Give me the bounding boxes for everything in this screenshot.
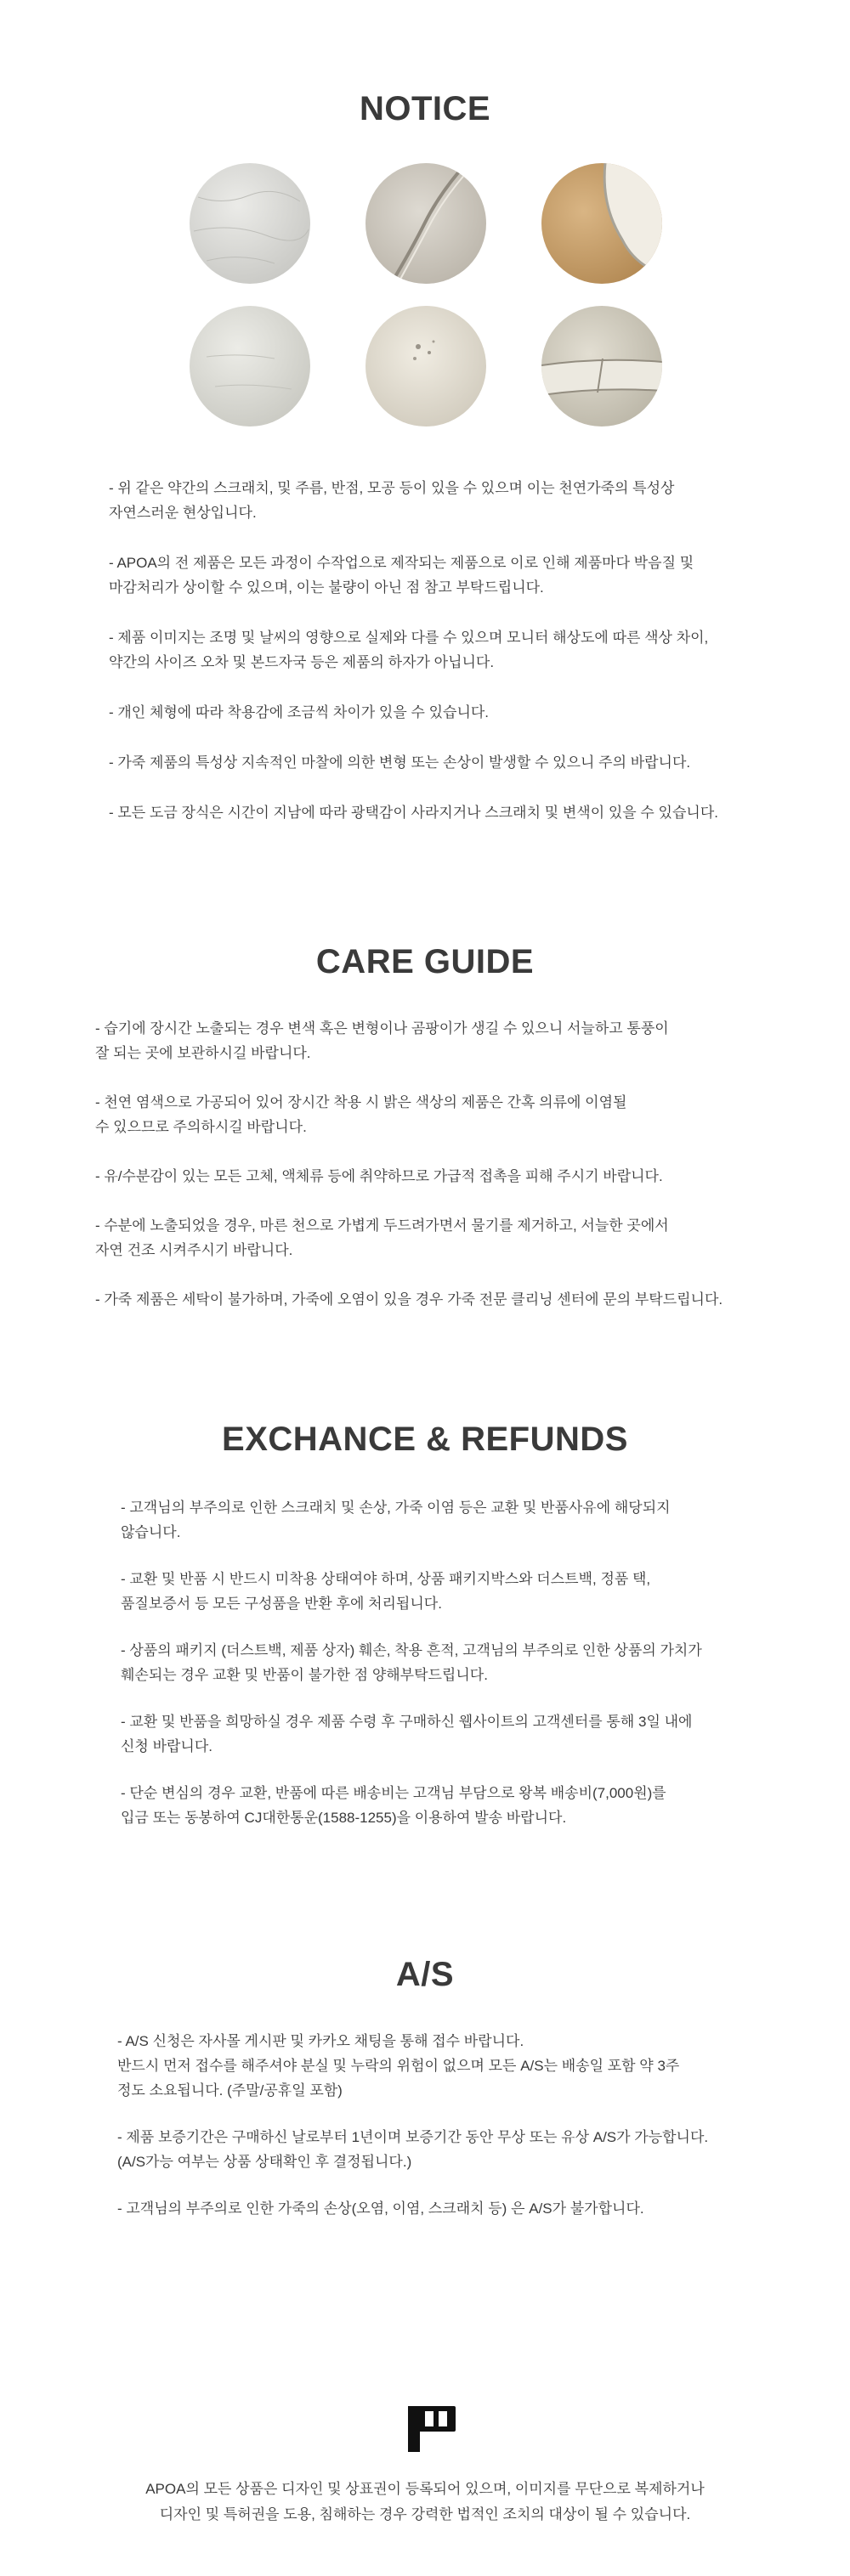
notice-item: - 가죽 제품의 특성상 지속적인 마찰에 의한 변형 또는 손상이 발생할 수 있으니 주의 바랍니다. bbox=[109, 754, 691, 771]
care-item: - 가죽 제품은 세탁이 불가하며, 가죽에 오염이 있을 경우 가죽 전문 클리닝 센터에 문의 부탁드립니다. bbox=[95, 1291, 723, 1308]
exchange-item: - 교환 및 반품 시 반드시 미착용 상태여야 하며, 상품 패키지박스와 더스트백, 정품 택, 품질보증서 등 모든 구성품을 반환 후에 처리됩니다. bbox=[121, 1571, 651, 1612]
as-list bbox=[117, 2029, 814, 2221]
exchange-refunds-title: EXCHANCE & REFUNDS bbox=[222, 1421, 628, 1458]
apoa-logo-icon bbox=[408, 2406, 456, 2452]
tan-leather-swatch bbox=[541, 163, 662, 284]
care-item: - 습기에 장시간 노출되는 경우 변색 혹은 변형이나 곰팡이가 생길 수 있으니 서늘하고 통풍이 잘 되는 곳에 보관하시길 바랍니다. bbox=[95, 1020, 669, 1061]
exchange-refunds-list bbox=[121, 1495, 801, 1830]
wrinkle-leather-swatch bbox=[366, 163, 486, 284]
exchange-item: - 단순 변심의 경우 교환, 반품에 따른 배송비는 고객님 부담으로 왕복 배송비(7,000원)를 입금 또는 동봉하여 CJ대한통운(1588-1255)을 이용하여 발송 바랍니다. bbox=[121, 1785, 666, 1826]
exchange-item: - 교환 및 반품을 희망하실 경우 제품 수령 후 구매하신 웹사이트의 고객센터를 통해 3일 내에 신청 바랍니다. bbox=[121, 1714, 693, 1754]
notice-item: - APOA의 전 제품은 모든 과정이 수작업으로 제작되는 제품으로 이로 인해 제품마다 박음질 및 마감처리가 상이할 수 있으며, 이는 불량이 아닌 점 참고 부탁드립니다. bbox=[109, 555, 694, 596]
notice-item: - 위 같은 약간의 스크래치, 및 주름, 반점, 모공 등이 있을 수 있으며 이는 천연가죽의 특성상 자연스러운 현상입니다. bbox=[109, 480, 675, 521]
notice-item: - 모든 도금 장식은 시간이 지남에 따라 광택감이 사라지거나 스크래치 및 변색이 있을 수 있습니다. bbox=[109, 805, 718, 821]
exchange-item: - 고객님의 부주의로 인한 스크래치 및 손상, 가죽 이염 등은 교환 및 반품사유에 해당되지 않습니다. bbox=[121, 1500, 671, 1540]
edge-finish-swatch bbox=[541, 306, 662, 427]
notice-list bbox=[109, 476, 789, 825]
care-guide-title: CARE GUIDE bbox=[315, 943, 535, 980]
notice-item: - 개인 체형에 따라 착용감에 조금씩 차이가 있을 수 있습니다. bbox=[109, 704, 490, 720]
copyright-notice: APOA의 모든 상품은 디자인 및 상표권이 등록되어 있으며, 이미지를 무단으로 복제하거나 디자인 및 특허권을 도용, 침해하는 경우 강력한 법적인 조치의 대상이 될 수 있습니다. bbox=[145, 2481, 705, 2522]
care-item: - 천연 염색으로 가공되어 있어 장시간 착용 시 밝은 색상의 제품은 간혹 의류에 이염될 수 있으므로 주의하시길 바랍니다. bbox=[95, 1094, 627, 1135]
leather-swatch-grid bbox=[0, 163, 850, 435]
exchange-item: - 상품의 패키지 (더스트백, 제품 상자) 훼손, 착용 흔적, 고객님의 부주의로 인한 상품의 가치가 훼손되는 경우 교환 및 반품이 불가한 점 양해부탁드립니다. bbox=[121, 1642, 702, 1683]
spotted-leather-swatch bbox=[366, 306, 486, 427]
pale-leather-swatch bbox=[190, 306, 310, 427]
notice-title: NOTICE bbox=[359, 90, 491, 127]
care-guide-list bbox=[95, 1016, 801, 1312]
as-title: A/S bbox=[395, 1956, 455, 1993]
care-item: - 유/수분감이 있는 모든 고체, 액체류 등에 취약하므로 가급적 접촉을 피해 주시기 바랍니다. bbox=[95, 1168, 663, 1184]
as-item: - 고객님의 부주의로 인한 가죽의 손상(오염, 이염, 스크래치 등) 은 A/S가 불가합니다. bbox=[117, 2200, 644, 2217]
as-item: - A/S 신청은 자사몰 게시판 및 카카오 채팅을 통해 접수 바랍니다. 반드시 먼저 접수를 해주셔야 분실 및 누락의 위험이 없으며 모든 A/S는 배송일 포함 약 3주 정도 소요됩니다. (주말/공휴일 포함) bbox=[117, 2033, 680, 2099]
care-item: - 수분에 노출되었을 경우, 마른 천으로 가볍게 두드려가면서 물기를 제거하고, 서늘한 곳에서 자연 건조 시켜주시기 바랍니다. bbox=[95, 1217, 669, 1258]
notice-item: - 제품 이미지는 조명 및 날씨의 영향으로 실제와 다를 수 있으며 모니터 해상도에 따른 색상 차이, 약간의 사이즈 오차 및 본드자국 등은 제품의 하자가 아닙니다. bbox=[109, 630, 709, 670]
as-item: - 제품 보증기간은 구매하신 날로부터 1년이며 보증기간 동안 무상 또는 유상 A/S가 가능합니다. (A/S가능 여부는 상품 상태확인 후 결정됩니다.) bbox=[117, 2129, 709, 2170]
scratch-leather-swatch bbox=[190, 163, 310, 284]
